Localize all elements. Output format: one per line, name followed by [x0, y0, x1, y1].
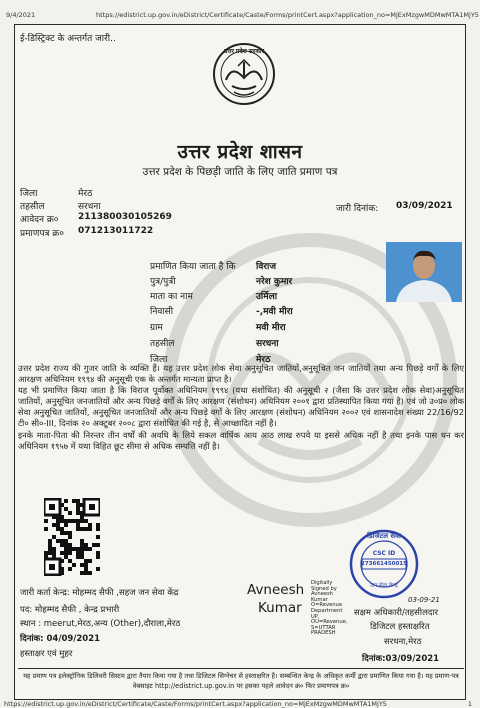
emblem-text: उत्तर प्रदेश सरकार	[224, 48, 264, 55]
page-title: उत्तर प्रदेश शासन	[177, 141, 303, 163]
person-district-value: मेरठ	[256, 355, 271, 365]
body-paragraph-3: इनके माता-पिता की निरन्तर तीन वर्षों की अवधि के लिये सकल वार्षिक आय आठ लाख रुपये या इससे अधिक नहीं है तथा इनके पास धन कर अधिनियम १९५७ में यथा विहित छूट सीमा से अधिक सम्पत्ति नहीं है।	[18, 429, 464, 451]
qr-code-icon	[44, 498, 100, 576]
signature-meta-line: Department	[311, 607, 343, 614]
seal-text-4: जन सेवा केन्द्र	[370, 583, 398, 589]
person-name: विराज	[256, 262, 277, 272]
page-number: 1	[467, 700, 472, 708]
parent-label: पुत्र/पुत्री	[150, 277, 176, 287]
certificate-label: प्रमाणपत्र क्र०	[20, 229, 64, 239]
certificate-body	[18, 363, 464, 452]
seal-text-2: CSC ID	[372, 550, 396, 557]
designation: पद: मोहम्मद सैफी , केन्द्र प्रभारी	[20, 605, 120, 615]
signature-meta-line: Signed by	[311, 585, 337, 592]
signature-meta-line: UP,	[311, 613, 320, 620]
officer-date: दिनांक:03/09/2021	[362, 654, 440, 664]
tehsil-value: सरधना	[78, 202, 101, 212]
district-label: जिला	[20, 189, 38, 199]
officer-title: सक्षम अधिकारी/तहसीलदार	[354, 608, 439, 618]
page-subtitle: उत्तर प्रदेश के पिछड़ी जाति के लिए जाति प्रमाण पत्र	[142, 166, 338, 178]
resident-value: -,मवी मीरा	[256, 307, 293, 317]
print-url-bottom: https://edistrict.up.gov.in/eDistrict/Certificate/Caste/Forms/printCert.aspx?application_no=MjExMzgwMDMwMTA1MjY5	[4, 700, 387, 708]
signature-meta-line: Digitally	[311, 580, 333, 586]
person-district-label: जिला	[150, 355, 168, 365]
tehsil-label: तहसील	[20, 202, 45, 212]
body-paragraph-1: उत्तर प्रदेश राज्य की गुजर जाति के व्यक्ति हैं। यह उत्तर प्रदेश लोक सेवा अनुसूचित जातियों,अनुसूचित जन जातियों तथा अन्य पिछड़े वर्गों के लिए आरक्षण अधिनियम १९९४ की अनुसूची एक के अन्तर्गत मान्यता प्राप्त है।	[18, 363, 464, 385]
signer-first-name: Avneesh	[247, 582, 305, 598]
officer-sub: डिजिटल हस्ताक्षरित	[370, 622, 430, 632]
signature-meta-line: OU=Revenue,	[311, 619, 348, 626]
applicant-photo	[386, 242, 462, 302]
signature-date: दिनांक: 04/09/2021	[20, 634, 101, 644]
application-number: 211380030105269	[78, 212, 172, 222]
issue-date-label: जारी दिनांक:	[336, 204, 379, 214]
signature-meta-line: S=UTTAR	[311, 624, 336, 631]
village-label: ग्राम	[150, 323, 163, 333]
mother-name: उर्मिला	[256, 292, 278, 302]
application-label: आवेदन क्र०	[20, 215, 59, 225]
issue-date-value: 03/09/2021	[396, 201, 453, 211]
officer-place: सरधना,मेरठ	[384, 637, 422, 647]
issuing-centre: जारी कर्ता केन्द्र: मोहम्मद सैफी ,सहज जन सेवा केंद्र	[20, 588, 179, 598]
signer-last-name: Kumar	[258, 600, 302, 616]
handwritten-date: 03-09-21	[408, 596, 440, 604]
digital-signature-meta	[311, 581, 347, 637]
certificate-number: 071213011722	[78, 226, 154, 236]
print-url-top: https://edistrict.up.gov.in/eDistrict/Certificate/Caste/Forms/printCert.aspx?application_no=MjExMzgwMDMwMTA1MjY5	[96, 11, 479, 19]
person-photo-icon	[386, 242, 462, 302]
signature-meta-line: PRADESH	[311, 630, 336, 637]
seal-text-3: 273661450015	[361, 561, 407, 567]
resident-label: निवासी	[150, 307, 174, 317]
print-date: 9/4/2021	[6, 11, 36, 19]
sign-and-seal: हस्ताक्षर एवं मुहर	[20, 649, 73, 659]
signature-meta-line: O=Revenue	[311, 602, 343, 609]
certified-label: प्रमाणित किया जाता है कि	[150, 262, 236, 272]
seal-text-1: डिजिटल सेवा	[367, 532, 401, 540]
district-note: ई-डिस्ट्रिक्ट के अन्तर्गत जारी..	[20, 34, 116, 44]
district-value: मेरठ	[78, 189, 93, 199]
body-paragraph-2: यह भी प्रमाणित किया जाता है कि विराज पूर्वोक्त अधिनियम १९९४ (यथा संशोधित) की अनुसूची २ (जैसा कि उत्तर प्रदेश लोक सेवा)अनुसूचित जातियों, अनुसूचित जनजातियों और अन्य पिछड़े वर्गों के लिए आरक्षण (संशोधन) अधिनियम २००१ द्वारा प्रतिस्थापित किया गया है) एवं जो उ०प्र० लोक सेवा अनुसूचित जातियों, अनुसूचित जनजातियों और अन्य पिछड़े वर्गों के लिए आरक्षण (संशोधन) अधिनियम २००२ एवं शासनादेश संख्या 22/16/92 टी० सी०-III, दिनांक २० अक्टूबर २००८ द्वारा संशोधित की गई है, से आच्छादित नहीं है।	[18, 385, 464, 429]
village-value: मवी मीरा	[256, 323, 286, 333]
person-tehsil-value: सरधना	[256, 339, 279, 349]
signature-meta-line: Avneesh	[311, 591, 333, 598]
footer-note: यह प्रमाण पत्र इलेक्ट्रॉनिक डिलिवरी सिस्टम द्वारा तैयार किया गया है तथा डिजिटल सिग्नेचर से हस्ताक्षरित है। सम्बन्धित केन्द्र के अधिकृत कर्मी द्वारा प्रमाणित किया गया है। यह प्रमाण-पत्र वेबसाइट http://edistrict.up.gov.in पर इसका पहले आवेदन क्र० फिर प्रमाणपत्र क्र०	[18, 668, 464, 691]
person-tehsil-label: तहसील	[150, 339, 175, 349]
mother-label: माता का नाम	[150, 292, 193, 302]
signature-meta-line: Kumar	[311, 596, 328, 603]
location: स्थान : meerut,मेरठ,अन्य (Other),दौराला,मेरठ	[20, 619, 181, 629]
parent-name: नरेश कुमार	[256, 277, 293, 287]
